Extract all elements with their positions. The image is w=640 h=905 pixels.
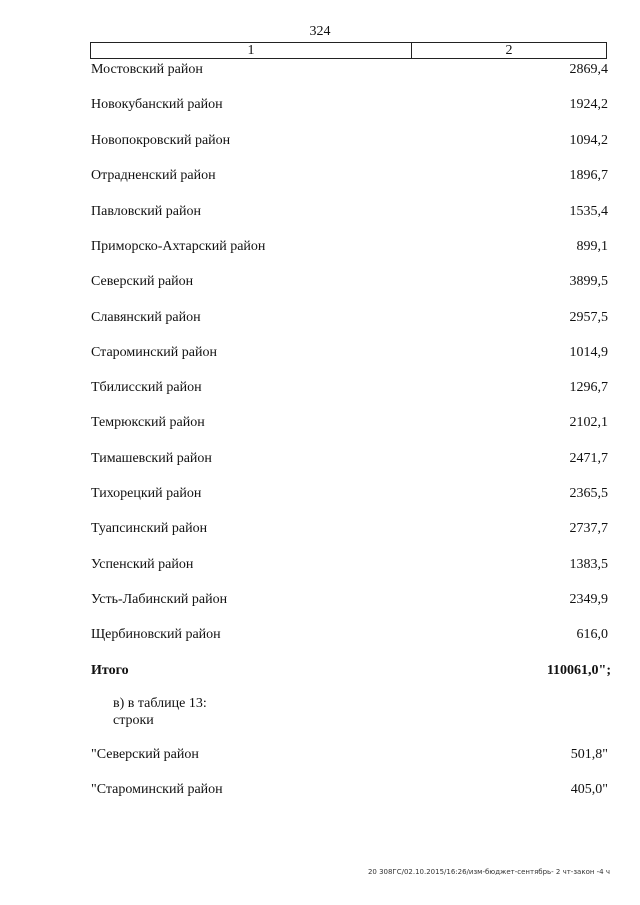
district-value: 2349,9 <box>569 592 608 607</box>
district-value: 616,0 <box>576 627 608 642</box>
district-name: Новокубанский район <box>91 97 223 112</box>
district-name: Тихорецкий район <box>91 486 202 501</box>
total-row <box>91 661 611 681</box>
table-row <box>91 378 608 398</box>
table-row <box>91 343 608 363</box>
total-value: 110061,0"; <box>546 663 611 678</box>
district-value: 2869,4 <box>569 62 608 77</box>
district-value: 1383,5 <box>569 557 608 572</box>
table-row <box>91 555 608 575</box>
district-name: Успенский район <box>91 557 194 572</box>
district-name: Отрадненский район <box>91 168 216 183</box>
table-row <box>91 95 608 115</box>
district-value: 1014,9 <box>569 345 608 360</box>
document-footer: 20 308ГС/02.10.2015/16:26/изм-бюджет-сентябрь- 2 чт-закон -4 ч <box>367 868 610 876</box>
amended-name: "Староминский район <box>91 782 223 797</box>
total-label: Итого <box>91 663 129 678</box>
district-name: Тбилисский район <box>91 380 202 395</box>
district-value: 2957,5 <box>569 310 608 325</box>
district-value: 2365,5 <box>569 486 608 501</box>
district-name: Северский район <box>91 274 194 289</box>
amended-name: "Северский район <box>91 747 199 762</box>
amended-value: 405,0" <box>570 782 608 797</box>
district-name: Павловский район <box>91 204 201 219</box>
note-line-2: строки <box>113 713 154 728</box>
table-row <box>91 202 608 222</box>
table-row <box>91 413 608 433</box>
district-value: 1094,2 <box>569 133 608 148</box>
district-value: 1924,2 <box>569 97 608 112</box>
page-number: 324 <box>309 24 331 39</box>
table-row <box>91 166 608 186</box>
district-value: 2737,7 <box>569 521 608 536</box>
district-name: Тимашевский район <box>91 451 212 466</box>
district-value: 2471,7 <box>569 451 608 466</box>
district-name: Староминский район <box>91 345 217 360</box>
amended-value: 501,8" <box>570 747 608 762</box>
table-row <box>91 237 608 257</box>
district-name: Щербиновский район <box>91 627 221 642</box>
district-value: 1896,7 <box>569 168 608 183</box>
district-name: Приморско-Ахтарский район <box>91 239 266 254</box>
district-value: 1535,4 <box>569 204 608 219</box>
district-name: Усть-Лабинский район <box>91 592 228 607</box>
note-line-1: в) в таблице 13: <box>113 696 207 711</box>
district-name: Туапсинский район <box>91 521 208 536</box>
district-value: 899,1 <box>576 239 608 254</box>
table-header <box>90 42 607 59</box>
district-name: Темрюкский район <box>91 415 205 430</box>
district-value: 3899,5 <box>569 274 608 289</box>
table-header-col2: 2 <box>505 43 513 58</box>
table-row <box>91 590 608 610</box>
table-header-col1: 1 <box>91 43 412 58</box>
table-row <box>91 519 608 539</box>
table-row <box>91 449 608 469</box>
district-value: 2102,1 <box>569 415 608 430</box>
district-name: Славянский район <box>91 310 201 325</box>
table-row <box>91 308 608 328</box>
district-value: 1296,7 <box>569 380 608 395</box>
table-row <box>91 625 608 645</box>
district-name: Новопокровский район <box>91 133 231 148</box>
table-row <box>91 60 608 80</box>
table-row <box>91 272 608 292</box>
amended-row <box>91 745 608 765</box>
amended-row <box>91 780 608 800</box>
district-name: Мостовский район <box>91 62 203 77</box>
table-row <box>91 131 608 151</box>
table-row <box>91 484 608 504</box>
